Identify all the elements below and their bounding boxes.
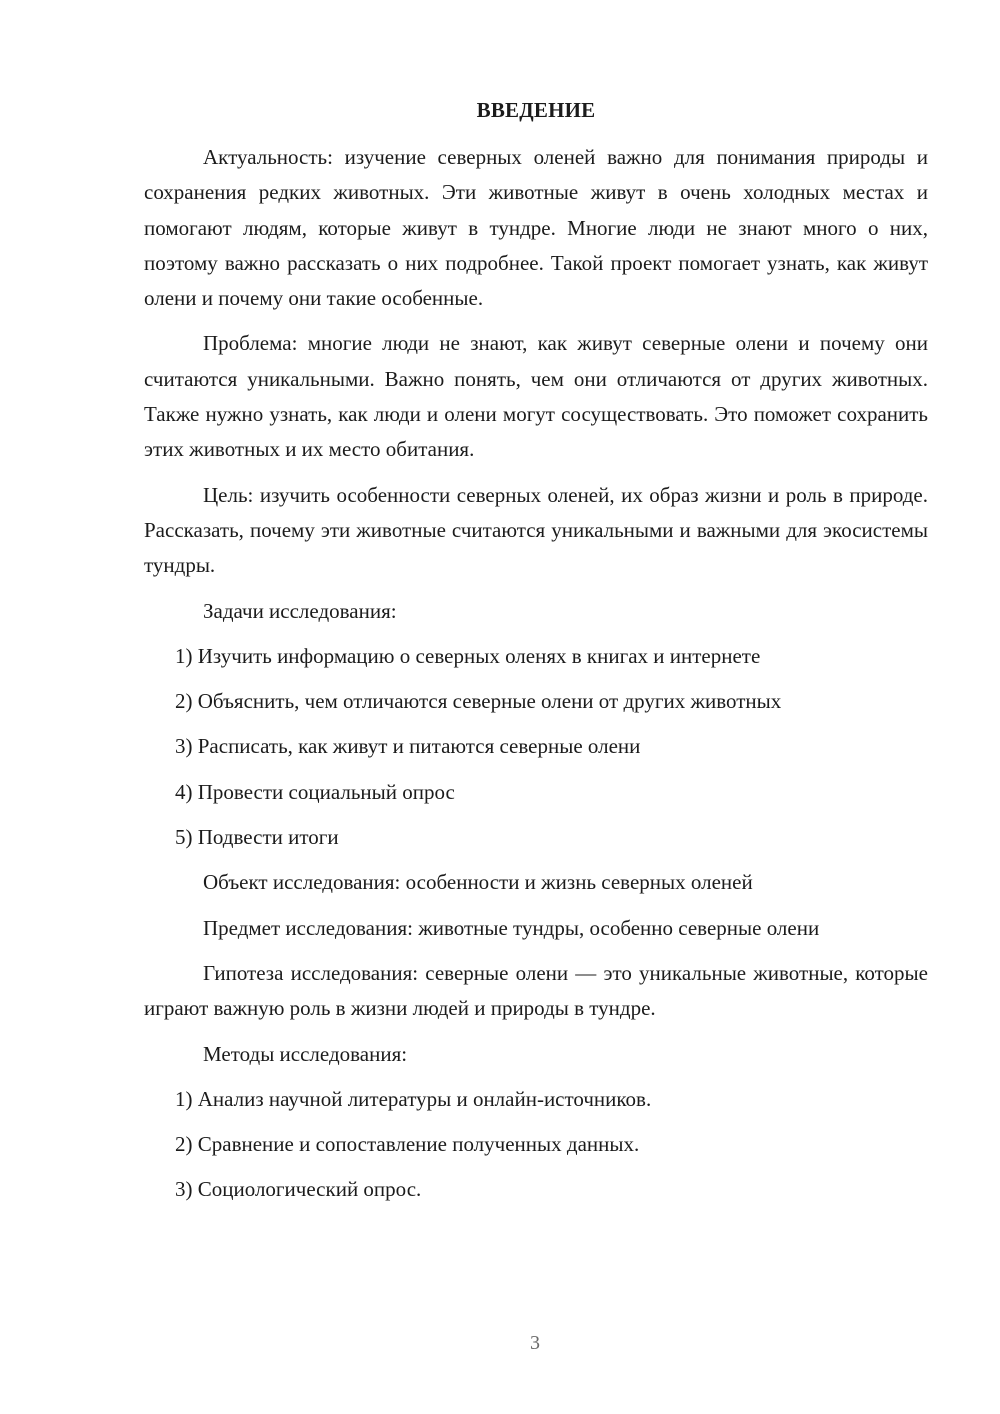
methods-heading: Методы исследования: (203, 1041, 408, 1066)
method-item: 3) Социологический опрос. (175, 1177, 422, 1202)
paragraph-gap (144, 1027, 928, 1037)
relevance-paragraph: Актуальность: изучение северных оленей важно для понимания природы и сохранения редких животных. Эти животные живут в очень холодных местах и помогают людям, которые живут в тундре. Многие люди не знают много о них, поэтому важно рассказать о них подробнее. Такой проект помогает узнать, как живут олени и почему они такие особенные. (144, 145, 928, 311)
page-number: 3 (530, 1332, 540, 1354)
paragraph-gap (144, 584, 928, 594)
page-title: ВВЕДЕНИЕ (476, 98, 596, 122)
paragraph-gap (144, 946, 928, 956)
hypothesis-paragraph: Гипотеза исследования: северные олени — это уникальные животные, которые играют важную роль в жизни людей и природы в тундре. (144, 960, 928, 1021)
task-item: 5) Подвести итоги (175, 825, 339, 850)
method-item: 2) Сравнение и сопоставление полученных данных. (175, 1132, 640, 1157)
research-subject: Предмет исследования: животные тундры, особенно северные олени (203, 915, 820, 940)
document-page (144, 95, 928, 1208)
tasks-heading: Задачи исследования: (203, 598, 397, 623)
method-item: 1) Анализ научной литературы и онлайн-источников. (175, 1086, 652, 1111)
paragraph-gap (144, 468, 928, 478)
research-object: Объект исследования: особенности и жизнь северных оленей (203, 870, 753, 895)
problem-paragraph: Проблема: многие люди не знают, как живут северные олени и почему они считаются уникальными. Важно понять, чем они отличаются от других животных. Также нужно узнать, как люди и олени могут сосуществовать. Это поможет сохранить этих животных и их место обитания. (144, 331, 928, 462)
task-item: 3) Расписать, как живут и питаются северные олени (175, 734, 641, 759)
task-item: 2) Объяснить, чем отличаются северные олени от других животных (175, 689, 782, 714)
goal-paragraph: Цель: изучить особенности северных оленей, их образ жизни и роль в природе. Рассказать, почему эти животные считаются уникальными и важными для экосистемы тундры. (144, 482, 928, 578)
paragraph-gap (144, 316, 928, 326)
task-item: 1) Изучить информацию о северных оленях в книгах и интернете (175, 643, 761, 668)
task-item: 4) Провести социальный опрос (175, 779, 455, 804)
